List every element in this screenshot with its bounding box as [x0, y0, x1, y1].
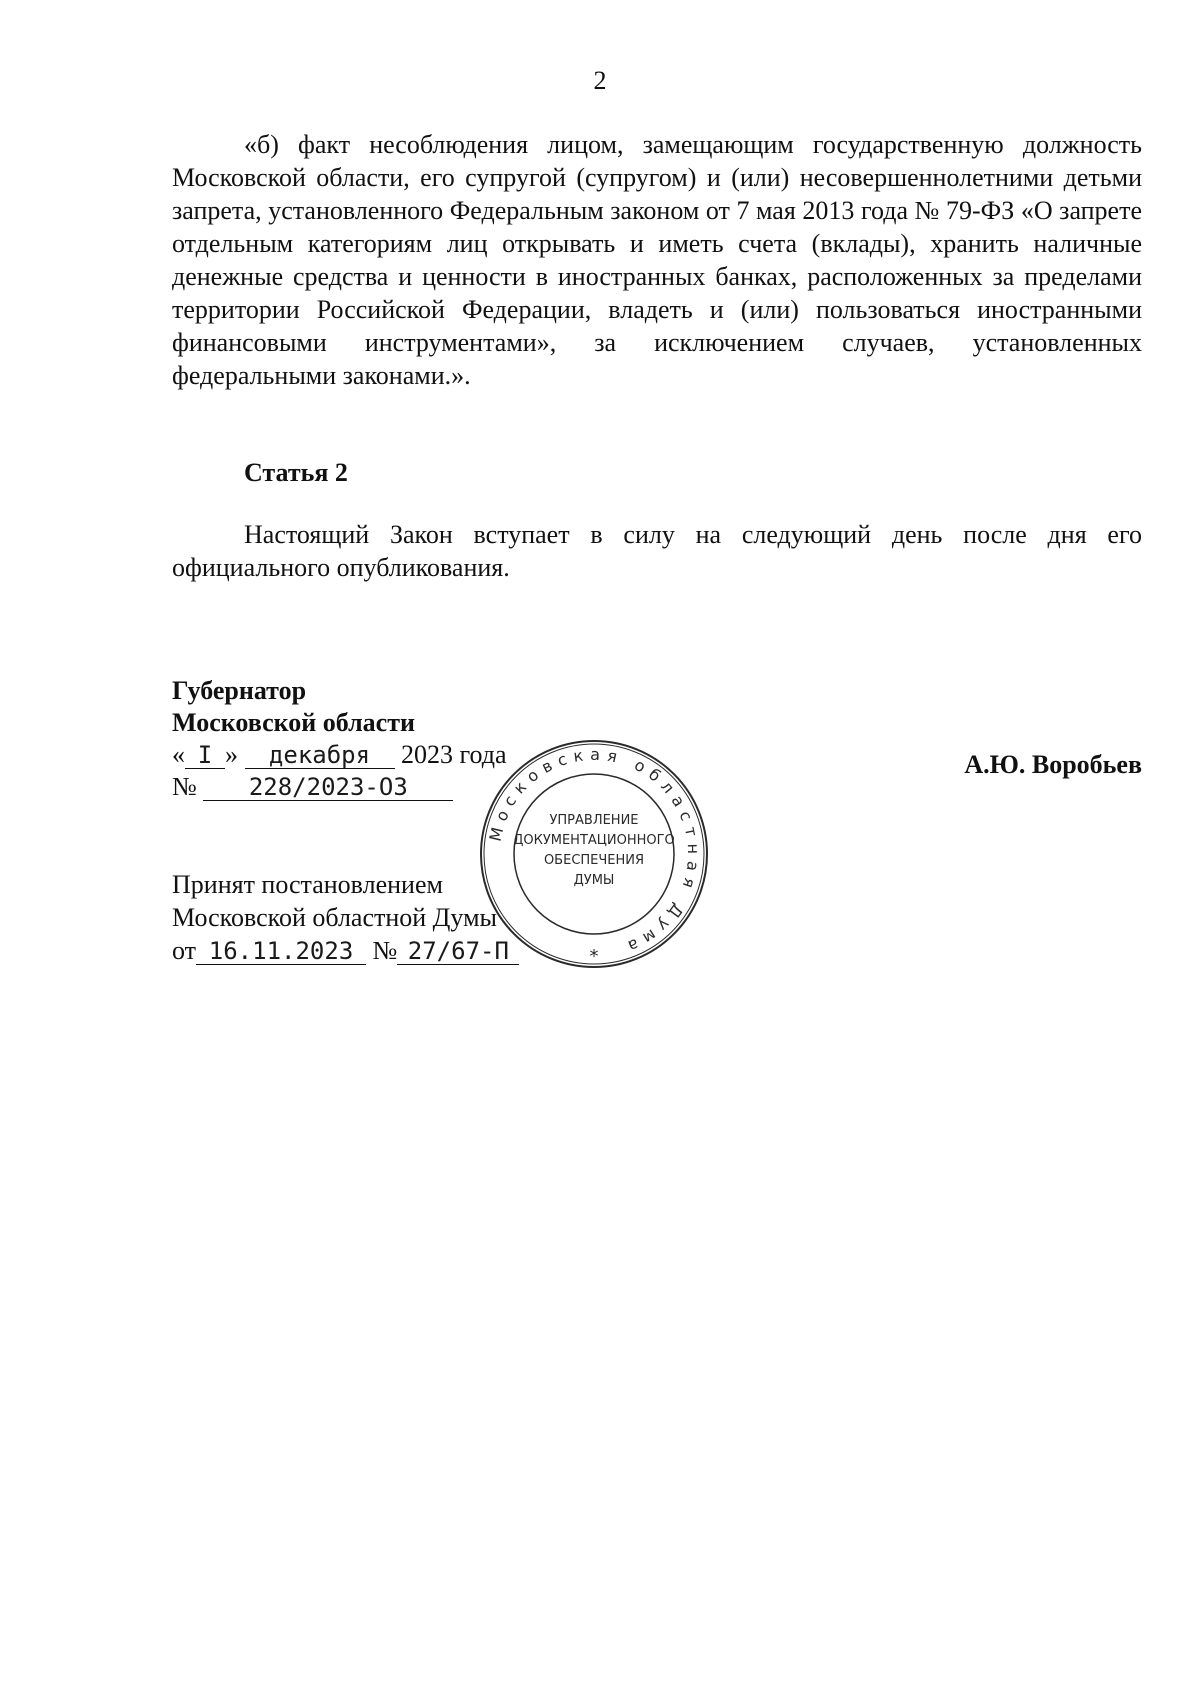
law-number [172, 772, 453, 802]
date-close-quote: » [225, 740, 238, 769]
page-number: 2 [593, 66, 607, 95]
signatory-title-line2: Московской области [172, 708, 415, 737]
seal-ring-textpath: Московская областная Дума [485, 744, 704, 959]
adoption-number: 27/67-П [397, 938, 519, 965]
article-text: Настоящий Закон вступает в силу на следующий день после дня его официального опубликования. [172, 520, 1142, 582]
adoption-date-prefix: от [172, 936, 197, 965]
adoption-date-row [172, 936, 519, 966]
official-seal [478, 738, 710, 970]
seal-center-line1: УПРАВЛЕНИЕ [549, 813, 639, 828]
law-number-sign: № [172, 772, 197, 801]
date-month: декабря [245, 742, 395, 769]
date-year: 2023 года [401, 740, 507, 769]
seal-center-line3: ОБЕСПЕЧЕНИЯ [543, 853, 645, 868]
adoption-line2: Московской областной Думы [172, 903, 497, 932]
paragraph-b [172, 128, 1142, 392]
date-open-quote: « [172, 740, 185, 769]
date-day: I [185, 742, 225, 769]
article-text-block [172, 518, 1142, 584]
paragraph-b-text: «б) факт несоблюдения лицом, замещающим государственную должность Московской области, его супругой (супругом) и (или) несовершеннолетними детьми запрета, установленного Федеральным законом от 7 мая 2013 года № 79-ФЗ «О запрете отдельным категориям лиц открывать и иметь счета (вклады), хранить наличные денежные средства и ценности в иностранных банках, расположенных за пределами территории Российской Федерации, владеть и (или) пользоваться иностранными финансовыми инструментами», за исключением случаев, установленных федеральными законами.». [172, 130, 1142, 390]
seal-center-line4: ДУМЫ [573, 873, 615, 888]
adoption-number-sign: № [372, 936, 398, 965]
article-heading: Статья 2 [244, 458, 348, 487]
law-number-value: 228/2023-ОЗ [203, 774, 453, 801]
signatory-name: А.Ю. Воробьев [964, 750, 1142, 779]
seal-center-line2: ДОКУМЕНТАЦИОННОГО [513, 833, 675, 848]
seal-ring-text [486, 745, 704, 959]
signatory-title-line1: Губернатор [172, 676, 307, 705]
adoption-line1: Принят постановлением [172, 870, 443, 899]
seal-star: * [589, 946, 599, 967]
adoption-date: 16.11.2023 [196, 938, 366, 965]
signing-date [172, 740, 507, 770]
